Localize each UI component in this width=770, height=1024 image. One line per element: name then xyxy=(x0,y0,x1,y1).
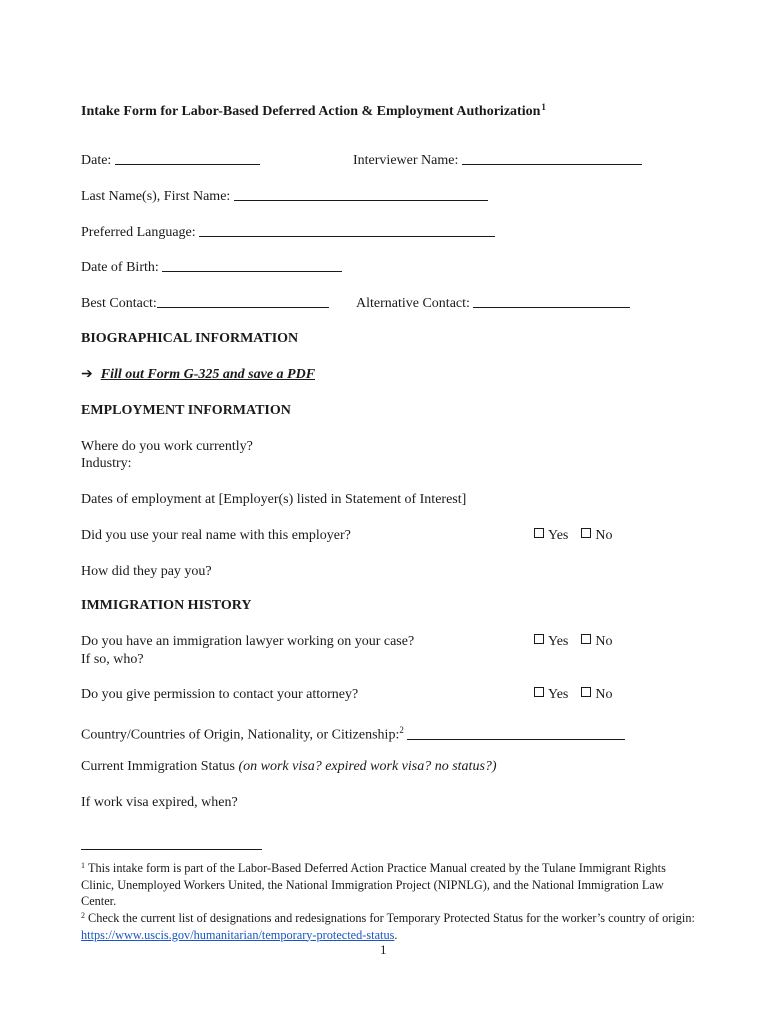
name-blank[interactable] xyxy=(234,187,488,201)
bio-instruction-text: Fill out Form G-325 and save a PDF xyxy=(100,367,316,382)
question-status xyxy=(81,758,497,775)
lawyer-no[interactable]: No xyxy=(581,633,612,650)
permission-no[interactable]: No xyxy=(581,686,612,703)
date-label: Date: xyxy=(81,153,112,168)
arrow-right-icon: ➔ xyxy=(81,367,93,382)
alt-contact-label: Alternative Contact: xyxy=(356,296,470,311)
checkbox-icon xyxy=(581,634,591,644)
interviewer-blank[interactable] xyxy=(462,151,642,165)
footnote-1-mark: 1 xyxy=(81,861,85,870)
footnote-ref-1: 1 xyxy=(541,102,546,112)
best-contact-blank[interactable] xyxy=(157,294,329,308)
footnote-ref-2: 2 xyxy=(399,725,404,735)
alt-contact-blank[interactable] xyxy=(473,294,630,308)
section-heading-bio: BIOGRAPHICAL INFORMATION xyxy=(81,331,299,346)
form-title: Intake Form for Labor-Based Deferred Action & Employment Authorization$^1$ xyxy=(81,102,546,119)
footnote-2-mark: 2 xyxy=(81,911,85,920)
checkbox-icon xyxy=(534,687,544,697)
language-field xyxy=(81,223,495,241)
question-permission: Do you give permission to contact your attorney? xyxy=(81,687,359,702)
footnote-2: $^2$ Check the current list of designations and redesignations for Temporary Protected Status for the worker’s country of origin: https://www.uscis.gov/humanitarian/temporary-protected-status. xyxy=(81,911,695,942)
footnote-1 xyxy=(81,858,701,910)
best-contact-field xyxy=(81,294,329,312)
footnote-1-text: This intake form is part of the Labor-Based Deferred Action Practice Manual created by the Tulane Immigrant Rights Clinic, Unemployed Workers United, the National Immigration Project (NIPNLG), and the National Immigration Law Center. xyxy=(81,861,666,908)
country-blank[interactable] xyxy=(407,726,625,740)
checkbox-icon xyxy=(581,528,591,538)
real-name-no[interactable]: No xyxy=(581,527,612,544)
date-blank[interactable] xyxy=(115,151,260,165)
question-dates: Dates of employment at [Employer(s) listed in Statement of Interest] xyxy=(81,492,467,507)
interviewer-field xyxy=(353,151,642,169)
bio-instruction xyxy=(81,366,315,383)
page-number: 1 xyxy=(380,942,387,957)
real-name-yes[interactable]: Yes xyxy=(534,527,568,544)
best-contact-label: Best Contact: xyxy=(81,296,157,311)
question-visa-expired: If work visa expired, when? xyxy=(81,795,238,810)
question-real-name: Did you use your real name with this employer? xyxy=(81,528,351,543)
status-hint: (on work visa? expired work visa? no status?) xyxy=(238,759,497,774)
alt-contact-field xyxy=(356,294,630,312)
tps-link[interactable]: https://www.uscis.gov/humanitarian/temporary-protected-status xyxy=(81,927,395,942)
language-label: Preferred Language: xyxy=(81,225,196,240)
question-lawyer-who: If so, who? xyxy=(81,652,144,667)
real-name-options xyxy=(534,527,626,544)
country-label: Country/Countries of Origin, Nationality, or Citizenship: xyxy=(81,727,400,743)
footnote-2-text: Check the current list of designations and redesignations for Temporary Protected Status for the worker’s country of origin: xyxy=(88,911,695,925)
lawyer-options xyxy=(534,633,626,650)
footnote-divider xyxy=(81,849,262,850)
lawyer-yes[interactable]: Yes xyxy=(534,633,568,650)
section-heading-employment: EMPLOYMENT INFORMATION xyxy=(81,403,291,418)
interviewer-label: Interviewer Name: xyxy=(353,153,459,168)
permission-options xyxy=(534,686,626,703)
status-label: Current Immigration Status xyxy=(81,759,235,774)
question-industry: Industry: xyxy=(81,456,132,471)
date-field xyxy=(81,151,260,169)
dob-blank[interactable] xyxy=(162,258,342,272)
question-lawyer: Do you have an immigration lawyer working on your case? xyxy=(81,634,415,649)
name-field xyxy=(81,187,488,205)
checkbox-icon xyxy=(534,634,544,644)
dob-label: Date of Birth: xyxy=(81,260,159,275)
dob-field xyxy=(81,258,342,276)
permission-yes[interactable]: Yes xyxy=(534,686,568,703)
question-country xyxy=(81,722,625,744)
name-label: Last Name(s), First Name: xyxy=(81,189,231,204)
section-heading-immigration: IMMIGRATION HISTORY xyxy=(81,598,252,613)
checkbox-icon xyxy=(534,528,544,538)
language-blank[interactable] xyxy=(199,223,495,237)
checkbox-icon xyxy=(581,687,591,697)
question-pay: How did they pay you? xyxy=(81,564,212,579)
question-work-where: Where do you work currently? xyxy=(81,439,253,454)
